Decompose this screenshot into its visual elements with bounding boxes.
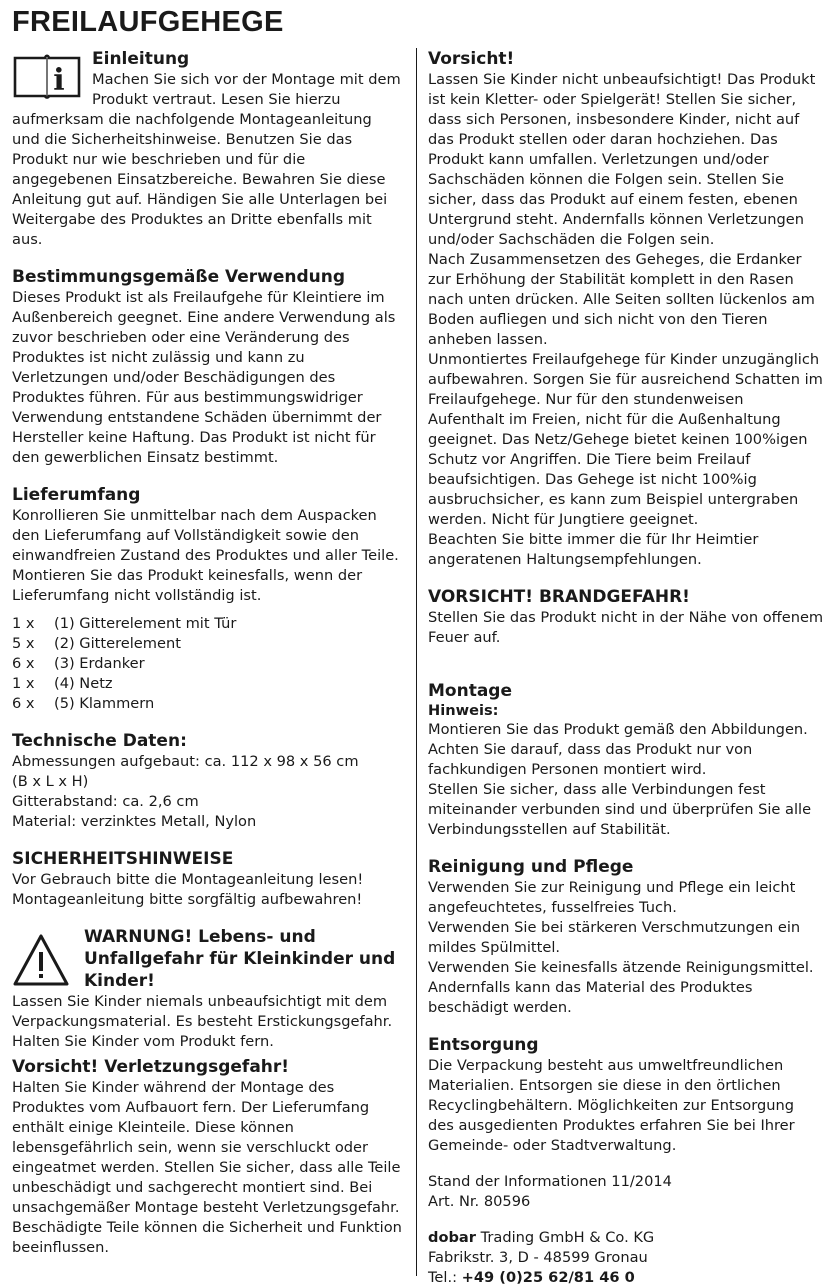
caution-text-3: Unmontiertes Freilaufgehege für Kinder unzugänglich aufbewahren. Sorgen Sie für ausreichend Schatten im Freilaufgehege. Nur für den stundenweisen Aufenthalt im Freien, nicht für die Außenhaltung geeignet. Das Netz/Gehege bietet keinen 100%igen Schutz vor Angriffen. Die Tiere beim Freilauf beaufsichtigen. Das Gehege ist nicht 100%ig ausbruchsicher, es kann zum Beispiel untergraben werden. Nicht für Jungtiere geeignet. — [428, 351, 823, 528]
info-date: Stand der Informationen 11/2014 — [428, 1173, 672, 1190]
page-title: FREILAUFGEHEGE — [12, 6, 284, 38]
info-date-block — [428, 1172, 824, 1212]
section-caution — [428, 48, 824, 570]
warning-heading: WARNUNG! Lebens- und Unfallgefahr für Kleinkinder und Kinder! — [84, 927, 396, 991]
article-number: Art. Nr. 80596 — [428, 1193, 531, 1210]
section-injury — [12, 1056, 404, 1258]
caution-text-1: Lassen Sie Kinder nicht unbeaufsichtigt! Das Produkt ist kein Kletter- oder Spielgerät! Stellen Sie sicher, dass sich Personen, insbesondere Kinder, nicht auf das Produkt stellen oder daran hochziehen. Das Produkt kann umfallen. Verletzungen und/oder Sachschäden können die Folgen sein. Stellen Sie sicher, dass das Produkt auf einem festen, ebenen Untergrund steht. Andernfalls können Verletzungen und/oder Sachschäden die Folgen sein. — [428, 71, 816, 248]
tech-line: Gitterabstand: ca. 2,6 cm — [12, 793, 199, 810]
company-block — [428, 1228, 824, 1288]
list-item: 1 x (1) Gitterelement mit Tür — [12, 615, 237, 632]
disposal-heading: Entsorgung — [428, 1035, 539, 1055]
assembly-text-1: Montieren Sie das Produkt gemäß den Abbildungen. Achten Sie darauf, dass das Produkt nur von fachkundigen Personen montiert wird. — [428, 721, 808, 778]
section-intro — [12, 48, 404, 250]
left-column — [12, 48, 404, 1274]
tech-line: Abmessungen aufgebaut: ca. 112 x 98 x 56 cm — [12, 753, 359, 770]
section-assembly — [428, 680, 824, 840]
section-warning — [12, 926, 404, 1052]
intended-use-heading: Bestimmungsgemäße Verwendung — [12, 267, 346, 287]
info-book-icon — [12, 52, 82, 102]
cleaning-heading: Reinigung und Pflege — [428, 857, 634, 877]
intro-text: Machen Sie sich vor der Montage mit dem Produkt vertraut. Lesen Sie hierzu aufmerksam die nachfolgende Montageanleitung und die Sicherheitshinweise. Benutzen Sie das Produkt nur wie beschrieben und für die angegebenen Einsatzbereiche. Bewahren Sie diese Anleitung gut auf. Händigen Sie alle Unterlagen bei Weitergabe des Produktes an Dritte ebenfalls mit aus. — [12, 71, 401, 248]
tech-heading: Technische Daten: — [12, 731, 187, 751]
section-tech-data — [12, 730, 404, 832]
tech-line: (B x L x H) — [12, 773, 89, 790]
cleaning-text-2: Verwenden Sie bei stärkeren Verschmutzungen ein mildes Spülmittel. — [428, 919, 801, 956]
column-divider — [416, 48, 417, 1276]
caution-text-2: Nach Zusammensetzen des Geheges, die Erdanker zur Erhöhung der Stabilität komplett in den Rasen nach unten drücken. Alle Seiten sollten lückenlos am Boden aufliegen und sich nicht von den Tieren anheben lassen. — [428, 251, 815, 348]
caution-heading: Vorsicht! — [428, 49, 515, 69]
parts-list — [12, 614, 404, 714]
fire-text: Stellen Sie das Produkt nicht in der Nähe von offenem Feuer auf. — [428, 609, 824, 646]
section-safety — [12, 848, 404, 910]
cleaning-text-1: Verwenden Sie zur Reinigung und Pflege ein leicht angefeuchtetes, fusselfreies Tuch. — [428, 879, 796, 916]
phone-number: +49 (0)25 62/81 46 0 — [461, 1269, 635, 1286]
list-item: 5 x (2) Gitterelement — [12, 635, 181, 652]
section-disposal — [428, 1034, 824, 1156]
warning-triangle-icon — [12, 932, 70, 988]
company-name — [428, 1228, 824, 1248]
delivery-text: Konrollieren Sie unmittelbar nach dem Auspacken den Lieferumfang auf Vollständigkeit sowie den einwandfreien Zustand des Produktes und aller Teile. Montieren Sie das Produkt keinesfalls, wenn der Lieferumfang nicht vollständig ist. — [12, 507, 399, 604]
delivery-heading: Lieferumfang — [12, 485, 141, 505]
disposal-text: Die Verpackung besteht aus umweltfreundlichen Materialien. Entsorgen sie diese in den örtlichen Recyclingbehältern. Möglichkeiten zur Entsorgung des ausgedienten Produktes erfahren Sie bei Ihrer Gemeinde- oder Stadtverwaltung. — [428, 1057, 795, 1154]
company-rest: Trading GmbH & Co. KG — [475, 1229, 655, 1246]
section-cleaning — [428, 856, 824, 1018]
section-intended-use — [12, 266, 404, 468]
company-address: Fabrikstr. 3, D - 48599 Gronau — [428, 1249, 648, 1266]
intro-heading: Einleitung — [92, 49, 190, 69]
company-phone — [428, 1268, 824, 1288]
tech-line: Material: verzinktes Metall, Nylon — [12, 813, 257, 830]
list-item: 6 x (3) Erdanker — [12, 655, 145, 672]
svg-text:i: i — [53, 63, 65, 98]
assembly-text-2: Stellen Sie sicher, dass alle Verbindungen fest miteinander verbunden sind und überprüfen Sie alle Verbindungsstellen auf Stabilität. — [428, 781, 812, 838]
injury-heading: Vorsicht! Verletzungsgefahr! — [12, 1057, 290, 1077]
company-brand: dobar — [428, 1229, 476, 1246]
assembly-subheading: Hinweis: — [428, 702, 499, 719]
list-item: 1 x (4) Netz — [12, 675, 113, 692]
phone-label: Tel.: — [428, 1269, 462, 1286]
fire-heading: VORSICHT! BRANDGEFAHR! — [428, 587, 690, 607]
list-item: 6 x (5) Klammern — [12, 695, 155, 712]
section-fire — [428, 586, 824, 648]
safety-text: Vor Gebrauch bitte die Montageanleitung lesen! Montageanleitung bitte sorgfältig aufbewahren! — [12, 871, 364, 908]
right-column — [428, 48, 824, 1288]
section-delivery — [12, 484, 404, 714]
warning-text: Lassen Sie Kinder niemals unbeaufsichtigt mit dem Verpackungsmaterial. Es besteht Erstickungsgefahr. Halten Sie Kinder vom Produkt fern. — [12, 993, 393, 1050]
caution-text-4: Beachten Sie bitte immer die für Ihr Heimtier angeratenen Haltungsempfehlungen. — [428, 531, 759, 568]
intended-use-text: Dieses Produkt ist als Freilaufgehe für Kleintiere im Außenbereich geegnet. Eine andere Verwendung als zuvor beschrieben oder eine Veränderung des Produktes ist nicht zulässig und kann zu Verletzungen und/oder Beschädigungen des Produktes führen. Für aus bestimmungswidriger Verwendung entstandene Schäden übernimmt der Hersteller keine Haftung. Das Produkt ist nicht für den gewerblichen Einsatz bestimmt. — [12, 289, 396, 466]
injury-text: Halten Sie Kinder während der Montage des Produktes vom Aufbauort fern. Der Lieferumfang enthält einige Kleinteile. Diese können lebensgefährlich sein, wenn sie verschluckt oder eingeatmet werden. Stellen Sie sicher, dass alle Teile unbeschädigt und sachgerecht montiert sind. Bei unsachgemäßer Montage besteht Verletzungsgefahr. Beschädigte Teile können die Sicherheit und Funktion beeinflussen. — [12, 1079, 402, 1256]
assembly-heading: Montage — [428, 681, 512, 701]
safety-heading: SICHERHEITSHINWEISE — [12, 849, 234, 869]
cleaning-text-3: Verwenden Sie keinesfalls ätzende Reinigungsmittel. Andernfalls kann das Material des Produktes beschädigt werden. — [428, 959, 814, 1016]
